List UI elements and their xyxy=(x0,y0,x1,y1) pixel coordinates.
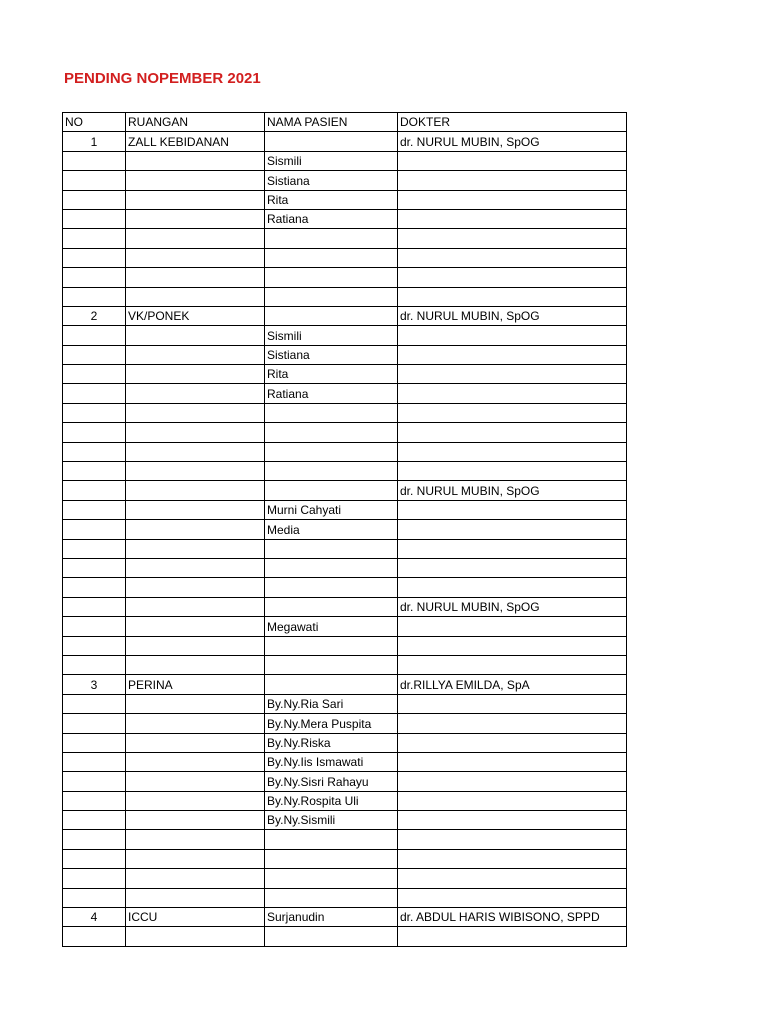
table-row xyxy=(63,481,627,500)
cell-nama-pasien[interactable] xyxy=(265,229,398,248)
cell-no[interactable] xyxy=(63,190,126,209)
cell-ruangan[interactable] xyxy=(126,345,265,364)
cell-nama-pasien[interactable] xyxy=(265,655,398,674)
cell-no[interactable] xyxy=(63,365,126,384)
cell-no[interactable] xyxy=(63,811,126,830)
cell-nama-pasien[interactable]: Ratiana xyxy=(265,209,398,228)
table-row xyxy=(63,869,627,888)
cell-ruangan[interactable] xyxy=(126,423,265,442)
cell-nama-pasien[interactable]: Media xyxy=(265,520,398,539)
cell-dokter[interactable] xyxy=(398,268,627,287)
table-row xyxy=(63,733,627,752)
cell-dokter[interactable] xyxy=(398,888,627,907)
cell-nama-pasien[interactable]: Rita xyxy=(265,190,398,209)
cell-ruangan[interactable] xyxy=(126,442,265,461)
cell-nama-pasien[interactable] xyxy=(265,442,398,461)
cell-no[interactable] xyxy=(63,655,126,674)
cell-nama-pasien[interactable] xyxy=(265,578,398,597)
cell-ruangan[interactable] xyxy=(126,927,265,946)
header-dokter: DOKTER xyxy=(398,113,627,132)
cell-dokter[interactable] xyxy=(398,578,627,597)
cell-no[interactable] xyxy=(63,248,126,267)
cell-dokter[interactable] xyxy=(398,151,627,170)
cell-ruangan[interactable] xyxy=(126,849,265,868)
cell-nama-pasien[interactable] xyxy=(265,558,398,577)
table-body xyxy=(63,132,627,946)
cell-ruangan[interactable] xyxy=(126,171,265,190)
table-row xyxy=(63,132,627,151)
cell-nama-pasien[interactable]: Surjanudin xyxy=(265,908,398,927)
cell-no[interactable] xyxy=(63,209,126,228)
cell-no[interactable] xyxy=(63,752,126,771)
cell-dokter[interactable] xyxy=(398,830,627,849)
table-row xyxy=(63,636,627,655)
cell-ruangan[interactable]: ICCU xyxy=(126,908,265,927)
cell-no[interactable] xyxy=(63,830,126,849)
cell-no[interactable] xyxy=(63,500,126,519)
cell-nama-pasien[interactable] xyxy=(265,869,398,888)
cell-dokter[interactable] xyxy=(398,462,627,481)
cell-ruangan[interactable] xyxy=(126,151,265,170)
table-row xyxy=(63,268,627,287)
cell-dokter[interactable] xyxy=(398,811,627,830)
cell-no[interactable] xyxy=(63,617,126,636)
page-title: PENDING NOPEMBER 2021 xyxy=(64,70,261,87)
cell-ruangan[interactable] xyxy=(126,287,265,306)
cell-dokter[interactable]: dr. NURUL MUBIN, SpOG xyxy=(398,306,627,325)
cell-ruangan[interactable] xyxy=(126,190,265,209)
cell-no[interactable] xyxy=(63,481,126,500)
cell-nama-pasien[interactable]: Sistiana xyxy=(265,345,398,364)
cell-no[interactable] xyxy=(63,520,126,539)
cell-nama-pasien[interactable]: By.Ny.Rospita Uli xyxy=(265,791,398,810)
cell-dokter[interactable] xyxy=(398,539,627,558)
table-row xyxy=(63,694,627,713)
cell-ruangan[interactable] xyxy=(126,365,265,384)
cell-no[interactable] xyxy=(63,268,126,287)
cell-nama-pasien[interactable] xyxy=(265,888,398,907)
cell-ruangan[interactable] xyxy=(126,811,265,830)
table-row xyxy=(63,811,627,830)
pending-table xyxy=(62,112,627,947)
cell-dokter[interactable]: dr.RILLYA EMILDA, SpA xyxy=(398,675,627,694)
cell-no[interactable] xyxy=(63,927,126,946)
table-row xyxy=(63,190,627,209)
cell-ruangan[interactable] xyxy=(126,869,265,888)
cell-no[interactable] xyxy=(63,423,126,442)
cell-no[interactable]: 2 xyxy=(63,306,126,325)
cell-ruangan[interactable] xyxy=(126,888,265,907)
cell-dokter[interactable]: dr. NURUL MUBIN, SpOG xyxy=(398,481,627,500)
cell-dokter[interactable] xyxy=(398,326,627,345)
cell-ruangan[interactable] xyxy=(126,403,265,422)
cell-ruangan[interactable] xyxy=(126,520,265,539)
cell-ruangan[interactable]: ZALL KEBIDANAN xyxy=(126,132,265,151)
table-row xyxy=(63,462,627,481)
table-row xyxy=(63,345,627,364)
cell-dokter[interactable] xyxy=(398,655,627,674)
cell-no[interactable] xyxy=(63,869,126,888)
table-row xyxy=(63,597,627,616)
cell-ruangan[interactable] xyxy=(126,248,265,267)
cell-ruangan[interactable] xyxy=(126,617,265,636)
cell-nama-pasien[interactable]: By.Ny.Mera Puspita xyxy=(265,714,398,733)
cell-dokter[interactable] xyxy=(398,229,627,248)
cell-no[interactable] xyxy=(63,345,126,364)
table-row xyxy=(63,209,627,228)
cell-ruangan[interactable] xyxy=(126,326,265,345)
cell-ruangan[interactable] xyxy=(126,791,265,810)
cell-no[interactable] xyxy=(63,772,126,791)
cell-no[interactable] xyxy=(63,733,126,752)
table-row xyxy=(63,558,627,577)
cell-nama-pasien[interactable] xyxy=(265,849,398,868)
cell-ruangan[interactable] xyxy=(126,752,265,771)
cell-nama-pasien[interactable]: Rita xyxy=(265,365,398,384)
table-header-row xyxy=(63,113,627,132)
cell-no[interactable] xyxy=(63,287,126,306)
cell-no[interactable] xyxy=(63,171,126,190)
cell-no[interactable] xyxy=(63,597,126,616)
table-row xyxy=(63,403,627,422)
cell-dokter[interactable] xyxy=(398,869,627,888)
cell-no[interactable] xyxy=(63,326,126,345)
cell-dokter[interactable] xyxy=(398,617,627,636)
cell-dokter[interactable] xyxy=(398,365,627,384)
table-row xyxy=(63,151,627,170)
cell-dokter[interactable]: dr. NURUL MUBIN, SpOG xyxy=(398,132,627,151)
cell-dokter[interactable] xyxy=(398,752,627,771)
cell-nama-pasien[interactable]: By.Ny.Iis Ismawati xyxy=(265,752,398,771)
cell-nama-pasien[interactable]: Murni Cahyati xyxy=(265,500,398,519)
table-row xyxy=(63,500,627,519)
cell-nama-pasien[interactable]: Ratiana xyxy=(265,384,398,403)
cell-nama-pasien[interactable] xyxy=(265,481,398,500)
cell-nama-pasien[interactable] xyxy=(265,539,398,558)
table-row xyxy=(63,365,627,384)
table-row xyxy=(63,752,627,771)
cell-no[interactable] xyxy=(63,442,126,461)
table-row xyxy=(63,248,627,267)
table-row xyxy=(63,714,627,733)
header-nama-pasien: NAMA PASIEN xyxy=(265,113,398,132)
cell-ruangan[interactable] xyxy=(126,733,265,752)
cell-dokter[interactable] xyxy=(398,442,627,461)
cell-no[interactable]: 3 xyxy=(63,675,126,694)
cell-no[interactable] xyxy=(63,539,126,558)
table-row xyxy=(63,772,627,791)
cell-dokter[interactable] xyxy=(398,520,627,539)
cell-no[interactable] xyxy=(63,636,126,655)
table-row xyxy=(63,791,627,810)
table-row xyxy=(63,287,627,306)
cell-dokter[interactable] xyxy=(398,248,627,267)
cell-nama-pasien[interactable]: By.Ny.Riska xyxy=(265,733,398,752)
cell-ruangan[interactable] xyxy=(126,384,265,403)
cell-ruangan[interactable] xyxy=(126,558,265,577)
cell-nama-pasien[interactable] xyxy=(265,636,398,655)
cell-dokter[interactable] xyxy=(398,209,627,228)
cell-no[interactable] xyxy=(63,694,126,713)
cell-ruangan[interactable] xyxy=(126,268,265,287)
table-row xyxy=(63,229,627,248)
cell-ruangan[interactable] xyxy=(126,636,265,655)
cell-dokter[interactable] xyxy=(398,558,627,577)
cell-ruangan[interactable] xyxy=(126,655,265,674)
cell-ruangan[interactable] xyxy=(126,597,265,616)
cell-no[interactable] xyxy=(63,849,126,868)
cell-ruangan[interactable] xyxy=(126,481,265,500)
table-row xyxy=(63,520,627,539)
table-row xyxy=(63,675,627,694)
cell-ruangan[interactable] xyxy=(126,500,265,519)
cell-no[interactable]: 1 xyxy=(63,132,126,151)
cell-no[interactable] xyxy=(63,558,126,577)
cell-dokter[interactable] xyxy=(398,190,627,209)
table-row xyxy=(63,617,627,636)
cell-dokter[interactable] xyxy=(398,423,627,442)
cell-nama-pasien[interactable]: Megawati xyxy=(265,617,398,636)
cell-nama-pasien[interactable]: Sistiana xyxy=(265,171,398,190)
cell-nama-pasien[interactable] xyxy=(265,423,398,442)
cell-dokter[interactable] xyxy=(398,791,627,810)
cell-ruangan[interactable] xyxy=(126,694,265,713)
table-row xyxy=(63,830,627,849)
cell-dokter[interactable] xyxy=(398,636,627,655)
cell-no[interactable] xyxy=(63,384,126,403)
cell-ruangan[interactable] xyxy=(126,830,265,849)
cell-dokter[interactable]: dr. NURUL MUBIN, SpOG xyxy=(398,597,627,616)
cell-nama-pasien[interactable] xyxy=(265,830,398,849)
table-row xyxy=(63,927,627,946)
header-ruangan: RUANGAN xyxy=(126,113,265,132)
cell-nama-pasien[interactable]: By.Ny.Sisri Rahayu xyxy=(265,772,398,791)
table-row xyxy=(63,442,627,461)
cell-ruangan[interactable] xyxy=(126,714,265,733)
cell-dokter[interactable] xyxy=(398,849,627,868)
cell-ruangan[interactable] xyxy=(126,578,265,597)
cell-dokter[interactable] xyxy=(398,287,627,306)
table-row xyxy=(63,171,627,190)
cell-dokter[interactable] xyxy=(398,345,627,364)
cell-ruangan[interactable] xyxy=(126,539,265,558)
cell-dokter[interactable] xyxy=(398,772,627,791)
cell-nama-pasien[interactable] xyxy=(265,403,398,422)
cell-nama-pasien[interactable] xyxy=(265,675,398,694)
cell-nama-pasien[interactable]: By.Ny.Ria Sari xyxy=(265,694,398,713)
table-row xyxy=(63,655,627,674)
table-row xyxy=(63,578,627,597)
cell-dokter[interactable] xyxy=(398,384,627,403)
cell-nama-pasien[interactable]: Sismili xyxy=(265,151,398,170)
cell-dokter[interactable]: dr. ABDUL HARIS WIBISONO, SPPD xyxy=(398,908,627,927)
cell-ruangan[interactable] xyxy=(126,229,265,248)
table-row xyxy=(63,326,627,345)
table-row xyxy=(63,384,627,403)
header-no: NO xyxy=(63,113,126,132)
table-row xyxy=(63,888,627,907)
cell-nama-pasien[interactable] xyxy=(265,927,398,946)
cell-no[interactable]: 4 xyxy=(63,908,126,927)
cell-no[interactable] xyxy=(63,888,126,907)
table-row xyxy=(63,423,627,442)
cell-nama-pasien[interactable] xyxy=(265,306,398,325)
cell-no[interactable] xyxy=(63,714,126,733)
cell-ruangan[interactable] xyxy=(126,209,265,228)
cell-ruangan[interactable] xyxy=(126,772,265,791)
cell-ruangan[interactable]: VK/PONEK xyxy=(126,306,265,325)
table-row xyxy=(63,539,627,558)
cell-dokter[interactable] xyxy=(398,171,627,190)
cell-dokter[interactable] xyxy=(398,403,627,422)
cell-no[interactable] xyxy=(63,462,126,481)
cell-nama-pasien[interactable] xyxy=(265,268,398,287)
cell-nama-pasien[interactable]: Sismili xyxy=(265,326,398,345)
table-row xyxy=(63,908,627,927)
cell-ruangan[interactable] xyxy=(126,462,265,481)
cell-dokter[interactable] xyxy=(398,500,627,519)
cell-nama-pasien[interactable] xyxy=(265,248,398,267)
cell-no[interactable] xyxy=(63,791,126,810)
cell-nama-pasien[interactable] xyxy=(265,132,398,151)
cell-no[interactable] xyxy=(63,578,126,597)
cell-dokter[interactable] xyxy=(398,927,627,946)
cell-ruangan[interactable]: PERINA xyxy=(126,675,265,694)
cell-dokter[interactable] xyxy=(398,694,627,713)
cell-dokter[interactable] xyxy=(398,714,627,733)
table-row xyxy=(63,306,627,325)
cell-nama-pasien[interactable] xyxy=(265,287,398,306)
cell-nama-pasien[interactable] xyxy=(265,597,398,616)
cell-nama-pasien[interactable]: By.Ny.Sismili xyxy=(265,811,398,830)
cell-nama-pasien[interactable] xyxy=(265,462,398,481)
table-row xyxy=(63,849,627,868)
cell-no[interactable] xyxy=(63,151,126,170)
cell-no[interactable] xyxy=(63,403,126,422)
cell-dokter[interactable] xyxy=(398,733,627,752)
cell-no[interactable] xyxy=(63,229,126,248)
